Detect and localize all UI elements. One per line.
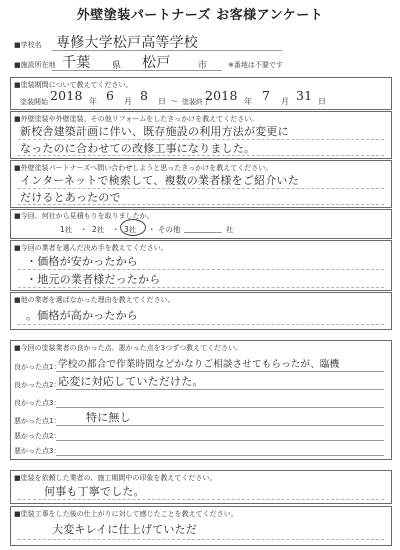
start-day: 8 (140, 88, 149, 103)
start-month: 6 (106, 88, 115, 103)
survey-title: 外壁塗装パートナーズ お客様アンケート (76, 8, 324, 23)
address-note: ※番地は不要です (228, 61, 283, 69)
quotes-other-line (184, 232, 222, 233)
reason-rule-1 (18, 139, 384, 140)
impression-question: ■塗装を依頼した業者の、施工期間中の印象を教えてください。 (14, 474, 217, 482)
reason-rule-2 (18, 155, 384, 156)
quotes-sep-1: ・ (80, 225, 88, 234)
start-year: 2018 (50, 88, 83, 103)
quotes-option-1: 1社 (60, 225, 73, 234)
end-month: 7 (262, 88, 271, 103)
good-point-3-line (56, 407, 384, 408)
good-point-1-line (56, 371, 384, 372)
inquiry-question: ■外壁塗装パートナーズへ問い合わせしようと思ったきっかけを教えてください。 (14, 164, 273, 172)
inquiry-rule-2 (18, 204, 384, 205)
not-chosen-line-1: 。価格が高かったから (26, 309, 138, 322)
end-year-unit: 年 (244, 97, 252, 106)
impression-rule (18, 499, 384, 500)
good-point-3-label: 良かった点3： (14, 399, 61, 407)
bad-point-1-label: 悪かった点1： (14, 417, 61, 425)
not-chosen-rule-1 (18, 324, 384, 325)
end-day-unit: 日 (318, 97, 326, 106)
bad-point-3-label: 悪かった点3： (14, 447, 61, 455)
bad-point-1-line (56, 425, 384, 426)
bad-point-2-line (56, 440, 384, 441)
start-month-unit: 月 (124, 97, 132, 106)
school-underline (52, 50, 282, 51)
chosen-line-2: ・地元の業者様だったから (26, 273, 161, 286)
end-day: 31 (296, 88, 313, 103)
reason-line-1: 新校舎建築計画に伴い、既存施設の利用方法が変更に (20, 125, 289, 138)
quotes-sep-3: ・ (148, 225, 156, 234)
good-point-1-label: 良かった点1： (14, 363, 61, 371)
chosen-rule-2 (18, 287, 384, 288)
quotes-sep-2: ・ (112, 225, 120, 234)
not-chosen-question: ■他の業者を選ばなかった理由を教えてください。 (14, 296, 175, 304)
quotes-other-unit: 社 (226, 225, 234, 234)
good-point-1-value: 学校の都合で作業時間などかなりご相談させてもらったが、臨機 (58, 359, 340, 370)
inquiry-rule-1 (18, 188, 384, 189)
period-question: ■塗装期間について教えてください。 (14, 81, 133, 89)
inquiry-line-1: インターネットで検索して、複数の業者様をご紹介いた (20, 174, 299, 187)
prefecture-suffix: 県 (112, 61, 122, 71)
reason-question: ■外壁塗装や外壁塗装、その他リフォームをしたきっかけを教えてください。 (14, 115, 259, 123)
start-year-unit: 年 (89, 97, 97, 106)
city-value: 松戸 (142, 55, 171, 71)
start-label: 塗装開始 (20, 98, 48, 106)
end-year: 2018 (205, 88, 238, 103)
result-value: 大変キレイに仕上げていただ (52, 523, 197, 536)
good-point-2-label: 良かった点2： (14, 381, 61, 389)
period-separator: ～ (170, 97, 178, 106)
result-rule (18, 539, 384, 540)
chosen-rule-1 (18, 269, 384, 270)
school-label: ■学校名 (14, 41, 42, 49)
quotes-other: その他 (158, 225, 181, 234)
impression-value: 何事も丁寧でした。 (44, 485, 145, 498)
result-question: ■塗装工事をした後の仕上がりに対して感じたことを教えてください。 (14, 510, 238, 518)
prefecture-value: 千葉 (62, 55, 91, 71)
end-month-unit: 月 (281, 97, 289, 106)
address-underline (52, 70, 222, 71)
quotes-option-3: 3社 (124, 225, 137, 234)
quotes-question: ■今回、何社から見積もりを取りましたか。 (14, 212, 154, 220)
school-name: 専修大学松戸高等学校 (56, 35, 198, 51)
chosen-line-1: ・価格が安かったから (26, 255, 138, 268)
start-day-unit: 日 (158, 97, 166, 106)
chosen-question: ■今回の業者を選んだ決め手を教えてください。 (14, 244, 168, 252)
good-point-2-line (56, 389, 384, 390)
inquiry-line-2: だけるとあったので (20, 191, 121, 204)
city-suffix: 市 (198, 61, 208, 71)
end-label: 塗装終了 (182, 98, 210, 106)
good-bad-question: ■今回の塗装業者の良かった点、悪かった点を3つずつ教えてください。 (14, 344, 243, 352)
bad-point-1-value: 特に無し (86, 411, 131, 424)
quotes-option-2: 2社 (92, 225, 105, 234)
good-point-2-value: 応変に対応していただけた。 (58, 375, 204, 388)
bad-point-3-line (56, 455, 384, 456)
address-label: ■施設所在地 (14, 61, 56, 69)
bad-point-2-label: 悪かった点2： (14, 432, 61, 440)
reason-line-2: なったのに合わせての改修工事になりました。 (20, 142, 256, 155)
